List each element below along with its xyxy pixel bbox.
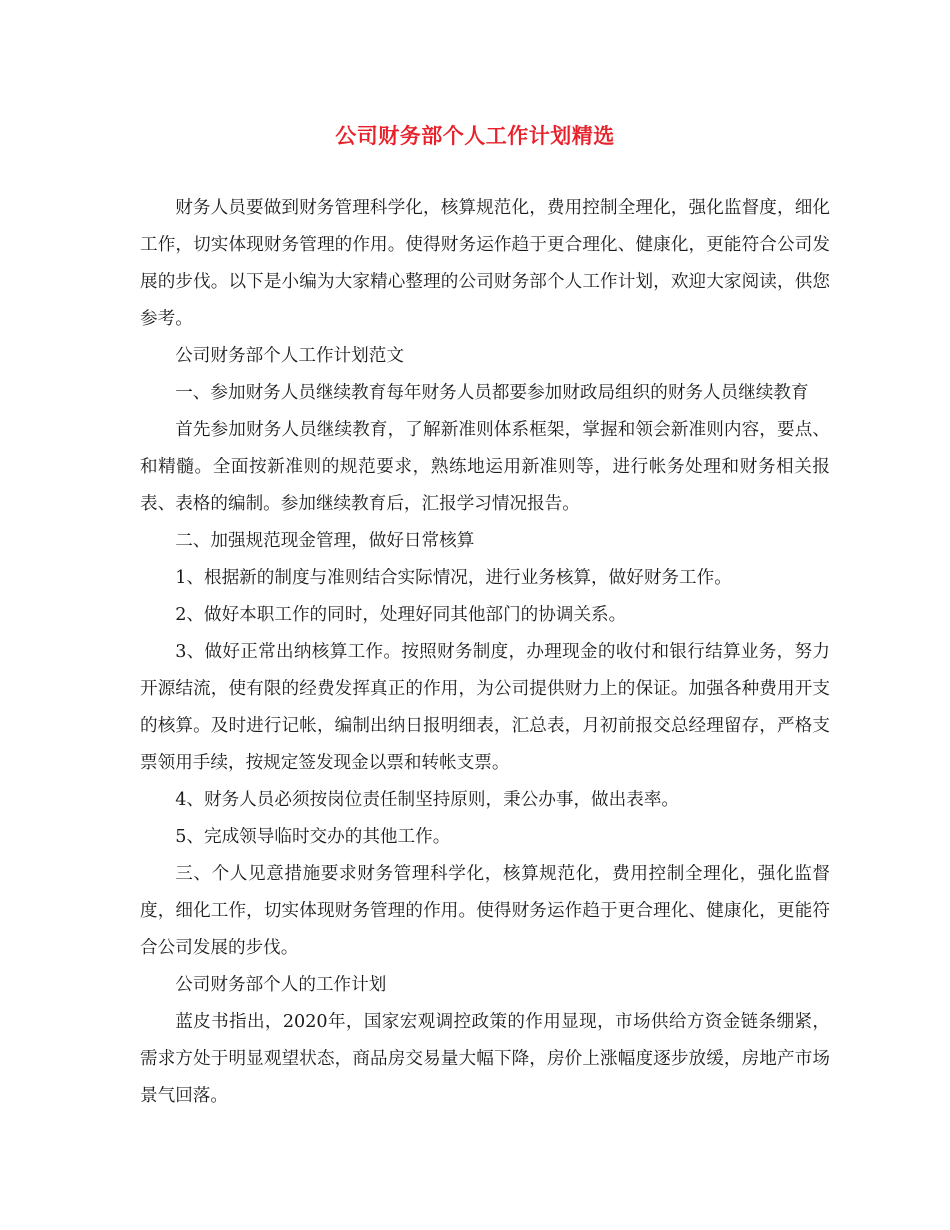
document-body bbox=[140, 190, 830, 1115]
paragraph-bluebook: 蓝皮书指出，2020年，国家宏观调控政策的作用显现，市场供给方资金链条绷紧，需求方处于明显观望状态，商品房交易量大幅下降，房价上涨幅度逐步放缓，房地产市场景气回落。 bbox=[140, 1012, 830, 1106]
paragraph-section-3: 三、个人见意措施要求财务管理科学化，核算规范化，费用控制全理化，强化监督度，细化工作，切实体现财务管理的作用。使得财务运作趋于更合理化、健康化，更能符合公司发展的步伐。 bbox=[140, 864, 830, 958]
paragraph-education: 首先参加财务人员继续教育，了解新准则体系框架，掌握和领会新准则内容，要点、和精髓。全面按新准则的规范要求，熟练地运用新准则等，进行帐务处理和财务相关报表、表格的编制。参加继续教育后，汇报学习情况报告。 bbox=[140, 420, 830, 514]
paragraph-section-1: 一、参加财务人员继续教育每年财务人员都要参加财政局组织的财务人员继续教育 bbox=[175, 383, 809, 403]
paragraph-item-3: 3、做好正常出纳核算工作。按照财务制度，办理现金的收付和银行结算业务，努力开源结流，使有限的经费发挥真正的作用，为公司提供财力上的保证。加强各种费用开支的核算。及时进行记帐，编制出纳日报明细表，汇总表，月初前报交总经理留存，严格支票领用手续，按规定签发现金以票和转帐支票。 bbox=[140, 642, 830, 773]
paragraph-heading-plan: 公司财务部个人的工作计划 bbox=[175, 975, 387, 995]
paragraph-item-2: 2、做好本职工作的同时，处理好同其他部门的协调关系。 bbox=[175, 605, 627, 625]
paragraph-section-2: 二、加强规范现金管理，做好日常核算 bbox=[175, 531, 475, 551]
paragraph-heading-sample: 公司财务部个人工作计划范文 bbox=[175, 346, 404, 366]
paragraph-item-1: 1、根据新的制度与准则结合实际情况，进行业务核算，做好财务工作。 bbox=[175, 568, 732, 588]
paragraph-item-4: 4、财务人员必须按岗位责任制坚持原则，秉公办事，做出表率。 bbox=[175, 790, 680, 810]
paragraph-item-5: 5、完成领导临时交办的其他工作。 bbox=[175, 827, 451, 847]
paragraph-intro: 财务人员要做到财务管理科学化，核算规范化，费用控制全理化，强化监督度，细化工作，切实体现财务管理的作用。使得财务运作趋于更合理化、健康化，更能符合公司发展的步伐。以下是小编为大家精心整理的公司财务部个人工作计划，欢迎大家阅读，供您参考。 bbox=[140, 198, 830, 329]
document-title: 公司财务部个人工作计划精选 bbox=[335, 123, 615, 148]
